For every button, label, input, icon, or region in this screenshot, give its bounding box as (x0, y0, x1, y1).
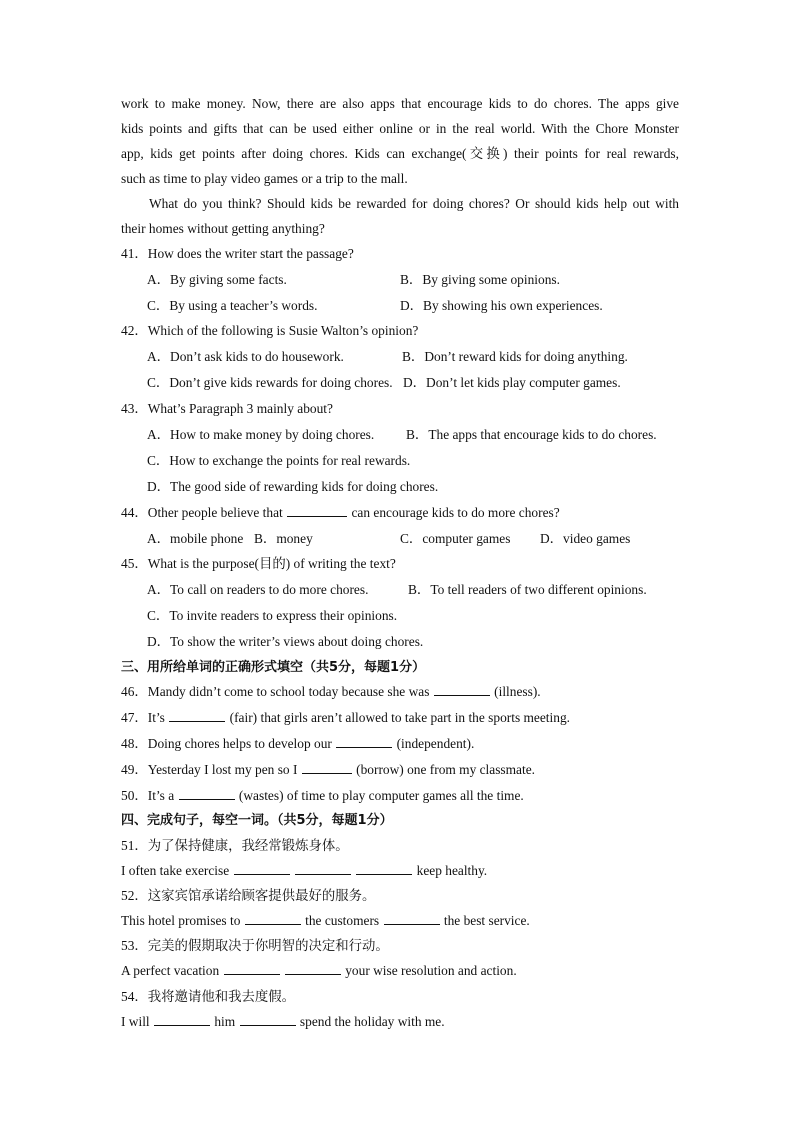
passage-line-3: app, kids get points after doing chores. Kids can exchange(交换) their points for real rewards, (121, 146, 679, 161)
q41-option-d[interactable]: D．By showing his own experiences. (400, 298, 603, 313)
q53-after: your wise resolution and action. (345, 963, 517, 978)
q47 (121, 709, 570, 727)
q51-blank-3[interactable] (356, 862, 412, 875)
q54-mid: him (214, 1014, 236, 1029)
q49-before: 49．Yesterday I lost my pen so I (121, 762, 298, 777)
passage-line-6: their homes without getting anything? (121, 221, 325, 236)
q44-blank[interactable] (287, 504, 347, 517)
q42-option-c[interactable]: C．Don’t give kids rewards for doing chores. (147, 375, 393, 390)
q44-stem (121, 504, 560, 522)
q51-before: I often take exercise (121, 863, 230, 878)
q45-stem: 45．What is the purpose(目的) of writing the text? (121, 556, 396, 571)
q50-blank[interactable] (179, 787, 235, 800)
q42-option-b[interactable]: B．Don’t reward kids for doing anything. (402, 349, 628, 364)
q51-blank-2[interactable] (295, 862, 351, 875)
q45-option-a[interactable]: A．To call on readers to do more chores. (147, 582, 369, 597)
q45-option-b[interactable]: B．To tell readers of two different opinions. (408, 582, 647, 597)
passage-line-4: such as time to play video games or a trip to the mall. (121, 171, 408, 186)
q44-stem-before: 44．Other people believe that (121, 505, 283, 520)
q50-before: 50．It’s a (121, 788, 175, 803)
q52-chinese: 52．这家宾馆承诺给顾客提供最好的服务。 (121, 888, 376, 903)
q54-blank-1[interactable] (154, 1013, 210, 1026)
q54-blank-2[interactable] (240, 1013, 296, 1026)
q44-option-a[interactable]: A．mobile phone (147, 531, 244, 546)
q43-option-b[interactable]: B．The apps that encourage kids to do chores. (406, 427, 657, 442)
q53-blank-2[interactable] (285, 962, 341, 975)
q43-option-c[interactable]: C．How to exchange the points for real rewards. (147, 453, 411, 468)
q53-chinese: 53．完美的假期取决于你明智的决定和行动。 (121, 938, 389, 953)
q52-english (121, 912, 530, 930)
q48 (121, 735, 474, 753)
q48-before: 48．Doing chores helps to develop our (121, 736, 332, 751)
q48-after: (independent). (396, 736, 475, 751)
q54-before: I will (121, 1014, 150, 1029)
q54-after: spend the holiday with me. (299, 1014, 445, 1029)
q53-blank-1[interactable] (224, 962, 280, 975)
q51-after: keep healthy. (416, 863, 488, 878)
q46 (121, 683, 541, 701)
q50 (121, 787, 524, 805)
q48-blank[interactable] (336, 735, 392, 748)
q43-option-a[interactable]: A．How to make money by doing chores. (147, 427, 375, 442)
q43-stem: 43．What’s Paragraph 3 mainly about? (121, 401, 333, 416)
q44-option-b[interactable]: B．money (254, 531, 313, 546)
q41-stem: 41．How does the writer start the passage? (121, 246, 354, 261)
section3-heading: 三、用所给单词的正确形式填空（共5分，每题1分） (121, 660, 426, 675)
q41-option-c[interactable]: C．By using a teacher’s words. (147, 298, 318, 313)
q52-blank-1[interactable] (245, 912, 301, 925)
q47-blank[interactable] (169, 709, 225, 722)
passage-line-2: kids points and gifts that can be used either online or in the real world. With the Chore Monster (121, 121, 679, 136)
q52-blank-2[interactable] (384, 912, 440, 925)
section4-heading: 四、完成句子，每空一词。（共5分，每题1分） (121, 813, 393, 828)
q41-option-a[interactable]: A．By giving some facts. (147, 272, 287, 287)
q46-blank[interactable] (434, 683, 490, 696)
q52-mid: the customers (305, 913, 380, 928)
q51-blank-1[interactable] (234, 862, 290, 875)
q49-after: (borrow) one from my classmate. (356, 762, 536, 777)
q44-option-d[interactable]: D．video games (540, 531, 631, 546)
passage-line-1: work to make money. Now, there are also apps that encourage kids to do chores. The apps give (121, 96, 679, 111)
q42-option-a[interactable]: A．Don’t ask kids to do housework. (147, 349, 344, 364)
q45-option-c[interactable]: C．To invite readers to express their opinions. (147, 608, 398, 623)
q46-after: (illness). (494, 684, 541, 699)
q49 (121, 761, 535, 779)
q42-option-d[interactable]: D．Don’t let kids play computer games. (403, 375, 621, 390)
passage-line-5: What do you think? Should kids be rewarded for doing chores? Or should kids help out with (149, 196, 679, 211)
q49-blank[interactable] (302, 761, 352, 774)
q44-stem-after: can encourage kids to do more chores? (351, 505, 560, 520)
q51-chinese: 51．为了保持健康，我经常锻炼身体。 (121, 838, 349, 853)
q52-after: the best service. (443, 913, 530, 928)
q41-option-b[interactable]: B．By giving some opinions. (400, 272, 560, 287)
q47-before: 47．It’s (121, 710, 165, 725)
q42-stem: 42．Which of the following is Susie Walton’s opinion? (121, 323, 419, 338)
q52-before: This hotel promises to (121, 913, 241, 928)
q51-english (121, 862, 487, 880)
q53-before: A perfect vacation (121, 963, 220, 978)
q44-option-c[interactable]: C．computer games (400, 531, 511, 546)
q54-english (121, 1013, 445, 1031)
q50-after: (wastes) of time to play computer games all the time. (238, 788, 524, 803)
q47-after: (fair) that girls aren’t allowed to take part in the sports meeting. (229, 710, 570, 725)
q54-chinese: 54．我将邀请他和我去度假。 (121, 989, 296, 1004)
q53-english (121, 962, 517, 980)
q43-option-d[interactable]: D．The good side of rewarding kids for doing chores. (147, 479, 439, 494)
q46-before: 46．Mandy didn’t come to school today because she was (121, 684, 430, 699)
q45-option-d[interactable]: D．To show the writer’s views about doing chores. (147, 634, 424, 649)
